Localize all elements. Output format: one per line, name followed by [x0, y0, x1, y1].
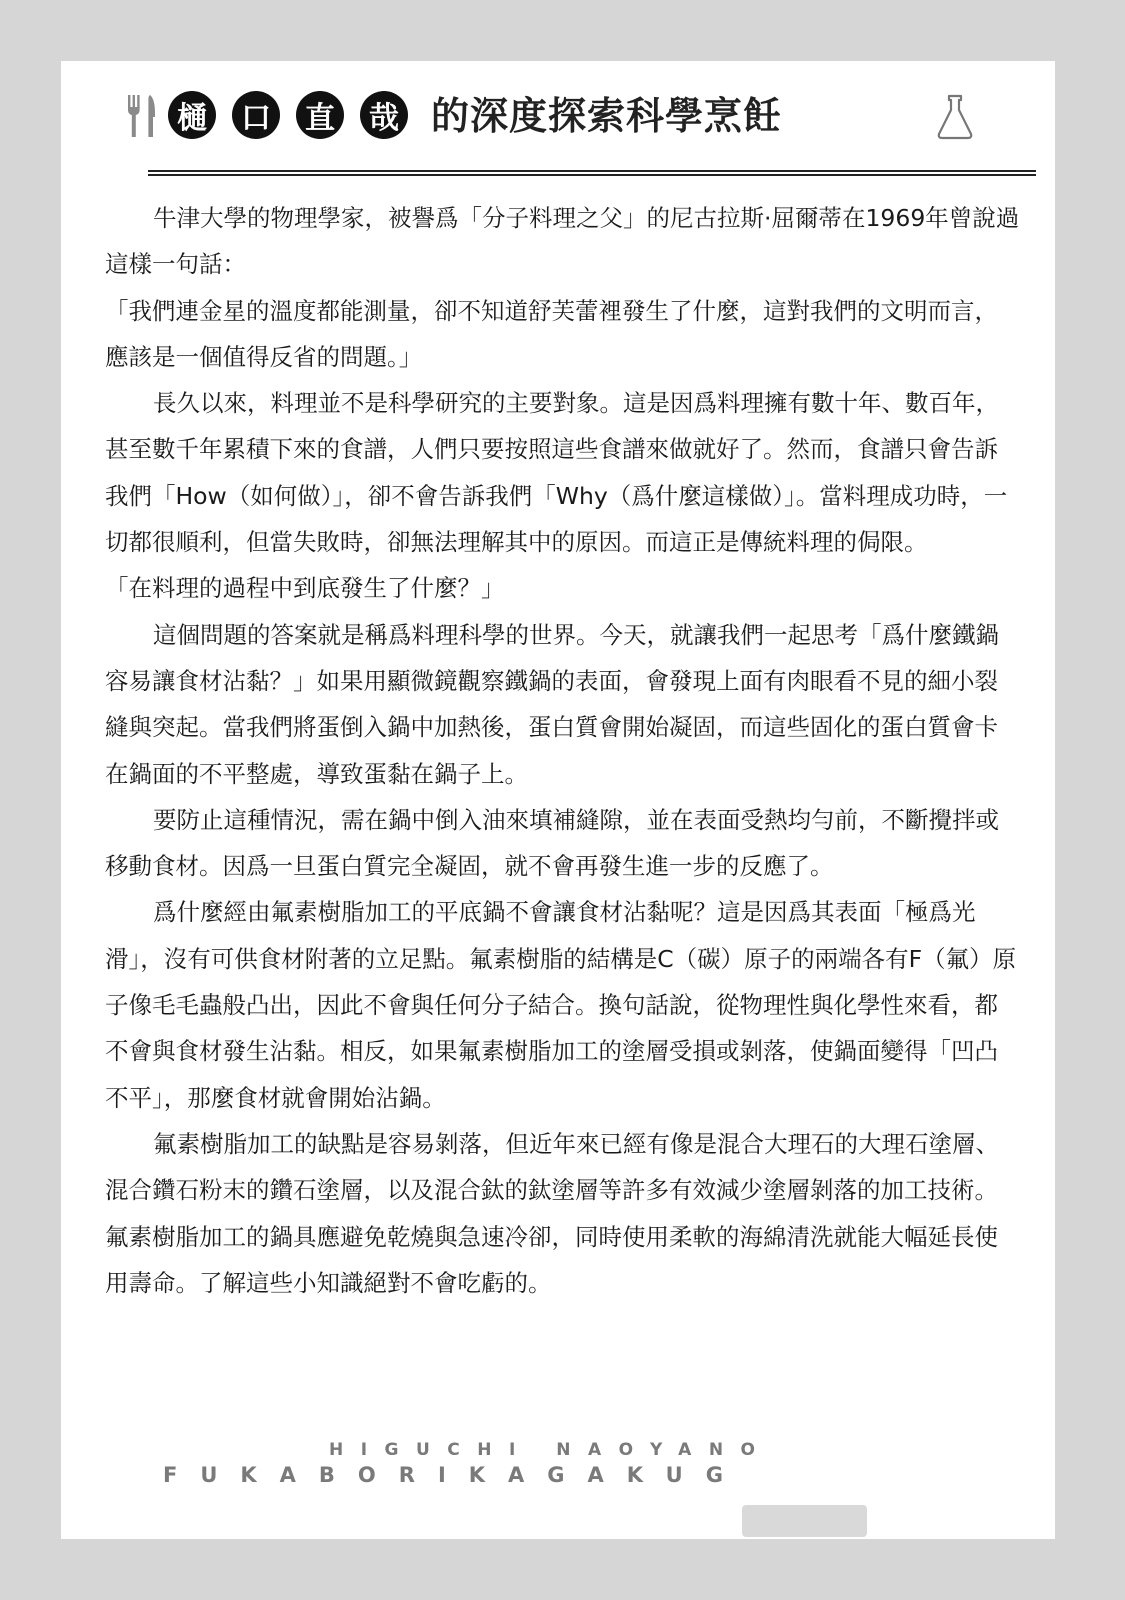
paragraph: 要防止這種情況，需在鍋中倒入油來填補縫隙，並在表面受熱均勻前，不斷攪拌或移動食材。因爲一旦蛋白質完全凝固，就不會再發生進一步的反應了。 — [105, 805, 999, 881]
fork-knife-icon — [126, 93, 156, 139]
header-double-rule — [148, 170, 1036, 176]
paragraph: 爲什麼經由氟素樹脂加工的平底鍋不會讓食材沾黏呢？這是因爲其表面「極爲光滑」，沒有可供食材附著的立足點。氟素樹脂的結構是C（碳）原子的兩端各有F（氟）原子像毛毛蟲般凸出，因此不會與任何分子結合。換句話說，從物理性與化學性來看，都不會與食材發生沾黏。相反，如果氟素樹脂加工的塗層受損或剝落，使鍋面變得「凹凸不平」，那麼食材就會開始沾鍋。 — [105, 898, 1017, 1112]
quote-paragraph: 「在料理的過程中到底發生了什麼？」 — [105, 574, 505, 603]
paragraph: 這個問題的答案就是稱爲料理科學的世界。今天，就讓我們一起思考「爲什麼鐵鍋容易讓食材沾黏？」如果用顯微鏡觀察鐵鍋的表面，會發現上面有肉眼看不見的細小裂縫與突起。當我們將蛋倒入鍋中加熱後，蛋白質會開始凝固，而這些固化的蛋白質會卡在鍋面的不平整處，導致蛋黏在鍋子上。 — [105, 620, 999, 788]
flask-icon — [936, 93, 974, 141]
footer-line-1: HIGUCHI NAOYANO — [329, 1440, 773, 1460]
paragraph: 長久以來，料理並不是科學研究的主要對象。這是因爲料理擁有數十年、數百年，甚至數千年累積下來的食譜，人們只要按照這些食譜來做就好了。然而，食譜只會告訴我們「How（如何做）」，卻不會告訴我們「Why（爲什麼這樣做）」。當料理成功時，一切都很順利，但當失敗時，卻無法理解其中的原因。而這正是傳統料理的侷限。 — [105, 389, 1008, 557]
paragraph: 牛津大學的物理學家，被譽爲「分子料理之父」的尼古拉斯·屈爾蒂在1969年曾說過這樣一句話： — [105, 204, 1020, 279]
document-page — [61, 61, 1055, 1539]
paragraph: 氟素樹脂加工的缺點是容易剝落，但近年來已經有像是混合大理石的大理石塗層、混合鑽石粉末的鑽石塗層，以及混合鈦的鈦塗層等許多有效減少塗層剝落的加工技術。氟素樹脂加工的鍋具應避免乾燒與急速冷卻，同時使用柔軟的海綿清洗就能大幅延長使用壽命。了解這些小知識絕對不會吃虧的。 — [105, 1129, 999, 1297]
quote-paragraph: 「我們連金星的溫度都能測量，卻不知道舒芙蕾裡發生了什麼，這對我們的文明而言，應該是一個值得反省的問題。」 — [105, 296, 998, 371]
circled-char: 直 — [296, 91, 344, 139]
article-body — [105, 195, 1020, 1306]
circled-char: 樋 — [168, 91, 216, 139]
column-header — [106, 83, 1011, 163]
circled-char: 口 — [232, 91, 280, 139]
column-title: 的深度探索科學烹飪 — [431, 94, 783, 138]
author-name-circles — [168, 91, 408, 139]
footer-line-2: FUKABORIKAGAKUG — [163, 1463, 746, 1487]
footer-brand — [61, 1436, 1055, 1496]
circled-char: 哉 — [360, 91, 408, 139]
scan-smudge — [742, 1505, 867, 1537]
